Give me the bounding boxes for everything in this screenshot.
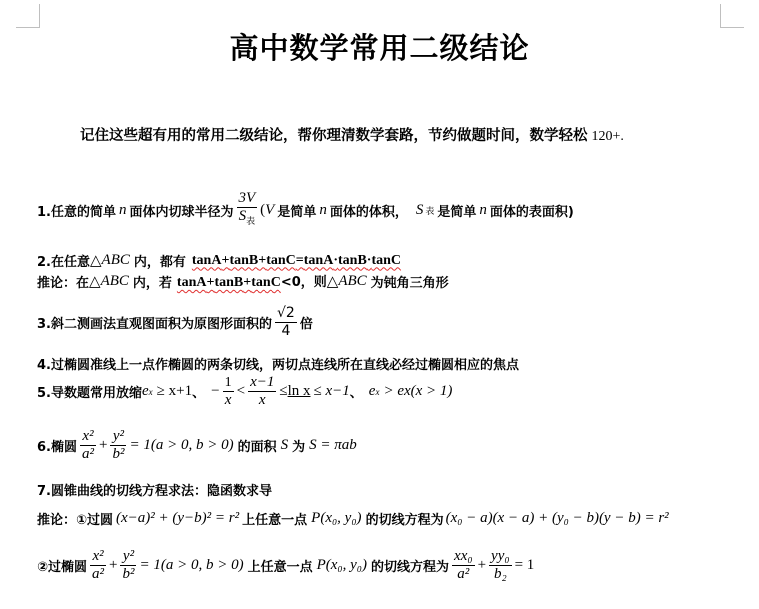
conclusion-7-corollary-1 (37, 509, 669, 528)
conclusion-5 (37, 374, 452, 409)
item-5-prefix: 5.导数题常用放缩 (37, 386, 142, 401)
tanA: tanA (191, 252, 222, 268)
inradius-fraction (237, 190, 258, 231)
item-1-prefix: 1.任意的简单 (37, 204, 116, 220)
equals: = (295, 252, 304, 268)
frac-denominator: b₂ (493, 566, 507, 582)
item-4-text: 4.过椭圆准线上一点作椭圆的两条切线，两切点连线所在直线必经过椭圆相应的焦点 (37, 358, 519, 373)
yy0-over-b2 (489, 548, 512, 583)
item-1-n2: n (319, 201, 327, 218)
item-1-text-e: 面体的表面积) (489, 204, 574, 220)
sqrt2-over-4-fraction (275, 305, 297, 340)
xx0-over-a2 (452, 548, 475, 583)
y2-over-b2 (120, 548, 136, 583)
frac-denominator: x (224, 392, 232, 408)
area-formula: S = πab (309, 437, 357, 453)
triangle-symbol: △ (89, 273, 101, 290)
corollary-text: 内，若 (132, 275, 172, 291)
sep: 、 (349, 386, 363, 401)
ellipse-condition: = 1(a > 0, b > 0) (129, 437, 234, 453)
corollary-prefix: 推论：在 (37, 275, 90, 291)
frac-numerator: xx₀ (454, 548, 473, 564)
corollary-end: 为钝角三角形 (370, 275, 449, 291)
conclusion-1 (37, 190, 574, 231)
corollary-1-prefix: 推论：①过圆 (37, 513, 114, 528)
conclusion-7-corollary-2 (37, 548, 534, 583)
document-subtitle (80, 124, 624, 145)
item-1-n: n (118, 201, 127, 218)
lt-zero-then: <0，则 (280, 275, 327, 290)
plus: + (206, 275, 215, 290)
frac-denominator: b² (122, 566, 135, 582)
frac-denominator: 4 (281, 323, 291, 339)
ineq-2: ≤ x−1 (313, 383, 350, 399)
corollary-1-mid: 上任意一点 (242, 513, 308, 528)
corollary-2-mid: 上任意一点 (247, 560, 313, 575)
subtitle-text: 记住这些超有用的常用二级结论，帮你理清数学套路，节约做题时间，数学轻松 (80, 128, 588, 144)
frac-numerator: y² (122, 548, 135, 564)
conclusion-4 (37, 354, 519, 373)
item-1-paren: ( (260, 201, 266, 218)
plus: + (243, 275, 252, 290)
frac-denominator-sub: 表 (246, 216, 256, 227)
corollary-1-text: 的切线方程为 (365, 513, 444, 528)
frac-denominator: x (258, 392, 266, 408)
lt: < (236, 383, 246, 399)
item-6-text: 的面积 (237, 440, 277, 455)
ellipse-condition: = 1(a > 0, b > 0) (139, 557, 244, 573)
e: e (141, 383, 149, 399)
item-7-text: 7.圆锥曲线的切线方程求法：隐函数求导 (37, 484, 272, 499)
item-1-text-b: 是简单 (277, 204, 317, 220)
frac-denominator: a² (92, 566, 105, 582)
item-1-S-sub: 表 (425, 206, 435, 217)
tanB: tanB (229, 252, 259, 268)
document-title: 高中数学常用二级结论 (229, 31, 530, 65)
le: ≤ (279, 383, 288, 399)
conclusion-2-corollary (37, 271, 449, 291)
conclusion-7 (37, 480, 272, 499)
x2-over-a2 (80, 428, 96, 463)
frac-numerator: y² (112, 428, 125, 444)
frac-denominator: a² (81, 446, 94, 462)
tanA: tanA (303, 252, 334, 268)
minus: − (211, 383, 220, 399)
exp-x: x (148, 386, 153, 397)
point-P: P(x₀, y₀) (316, 557, 368, 573)
plus: + (109, 557, 118, 573)
item-1-text-c: 面体的体积， (329, 204, 408, 220)
exp-x: x (375, 386, 380, 397)
frac-denominator: b² (112, 446, 125, 462)
tanA: tanA (176, 275, 207, 290)
item-2-prefix: 2.在任意 (37, 255, 90, 270)
conclusion-6 (37, 428, 357, 463)
plus: + (477, 557, 487, 573)
tanB: tanB (214, 275, 244, 290)
ineq-1: ≥ x+1 (156, 383, 193, 399)
e: e (368, 383, 376, 399)
x-minus-1-over-x (248, 374, 276, 409)
equals-one: = 1 (514, 557, 535, 573)
frac-numerator: x−1 (250, 374, 275, 390)
frac-numerator: √2 (276, 305, 295, 321)
abc: ABC (100, 272, 129, 289)
conclusion-2 (37, 251, 401, 270)
subtitle-score: 120+. (591, 129, 624, 144)
tan-inequality (177, 271, 327, 291)
y2-over-b2 (110, 428, 126, 463)
item-3-text: 3.斜二测画法直观图面积为原图形面积的 (37, 317, 272, 332)
item-1-S: S (415, 201, 424, 218)
sep: 、 (192, 386, 206, 401)
tanC: tanC (266, 252, 296, 268)
frac-denominator: a² (457, 566, 470, 582)
S: S (280, 437, 289, 453)
triangle-symbol: △ (326, 273, 339, 290)
frac-denominator: S (238, 208, 247, 224)
corollary-2-text: 的切线方程为 (371, 560, 450, 575)
frac-numerator: 1 (224, 375, 232, 390)
point-P: P(x₀, y₀) (311, 510, 362, 526)
circle-tangent-equation: (x₀ − a)(x − a) + (y₀ − b)(y − b) = r² (445, 510, 669, 526)
plus: + (221, 252, 230, 268)
frac-numerator: x² (82, 428, 94, 444)
plus: + (98, 437, 108, 453)
item-1-n3: n (479, 201, 487, 218)
tan-identity (192, 253, 401, 269)
conclusion-3 (37, 305, 313, 340)
item-6-prefix: 6.椭圆 (37, 440, 77, 455)
item-3-suffix: 倍 (299, 317, 313, 332)
frac-numerator: 3V (238, 190, 256, 206)
frac-numerator: yy₀ (491, 548, 510, 564)
one-over-x (223, 374, 234, 409)
corollary-2-prefix: ②过椭圆 (37, 560, 88, 575)
abc: ABC (338, 272, 367, 289)
tanC: tanC (371, 252, 402, 268)
ineq-3: > ex(x > 1) (383, 383, 453, 399)
ln-x: ln x (287, 383, 311, 399)
item-1-text-d: 是简单 (437, 204, 477, 220)
item-1-V: V (265, 201, 275, 218)
item-2-abc: ABC (101, 252, 130, 268)
frac-numerator: x² (92, 548, 104, 564)
x2-over-a2 (90, 548, 106, 583)
tanB: tanB (338, 252, 367, 268)
dot: · (333, 252, 338, 268)
item-1-text: 面体内切球半径为 (129, 204, 234, 220)
dot: · (366, 252, 372, 268)
triangle-symbol: △ (89, 253, 102, 269)
item-6-text2: 为 (292, 440, 306, 455)
plus: + (258, 252, 267, 268)
circle-equation: (x−a)² + (y−b)² = r² (116, 510, 240, 526)
item-2-text: 内，都有 (133, 255, 186, 270)
tanC: tanC (251, 275, 281, 290)
